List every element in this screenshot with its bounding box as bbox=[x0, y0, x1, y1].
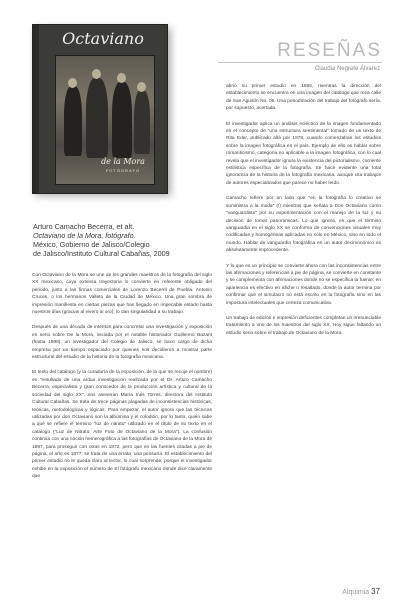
citation-title: Octaviano de la Mora, fotógrafo. bbox=[33, 231, 136, 240]
citation-authors: Arturo Camacho Becerra, et alt. bbox=[33, 222, 135, 231]
photo-figure bbox=[112, 82, 132, 158]
photo-face bbox=[137, 82, 146, 92]
paragraph: El investigador aplica un análisis ecléctico de la imagen fundamentado en el concepto de "una estructura sentimental" tomado de un texto de Rita Eder, publicado allá por 1978, cuando comenzaban los estudios sobre la imagen fotográfica en el país. Ejemplo de ello es hablar sobre romanticismo, categoría no aplicable a la imagen fotográfica, con lo cual revela que el investigador ignora la existencia del pictorialismo, corriente estilística específica de la fotografía. Se hace evidente una total ignorancia de la historia de la fotografía mexicana, aunque cita trabajos de autores especializados que parece no haber leído. bbox=[226, 121, 381, 186]
citation-publisher-cont: de Jalisco/Instituto Cultural Cabañas, 2009 bbox=[33, 249, 170, 258]
paragraph: Y lo que es un principio se convierte ahora con las inconsistencias entre las afirmaciones y referencias a pie de página, se convierte en constante y se complementa con afirmaciones donde no se especifica la fuente; en apariencia es efectivo en afiche o resaltado, donde la autor termina por confirmar que el simulacro no está escrito en la fotografía sino en las impostura intelectuales que certeza comunicativa. bbox=[226, 263, 381, 306]
photo-figure bbox=[134, 90, 150, 154]
paragraph: Camacho refiere por un lado que "en la fotografía lo creativo se suministra a la moda" (!) mientras que señala a Don Octaviano como "vanguardista" por su experimentación con el manejo de la luz y su decisión de tomar panorámicas. Lo que ignora, es que el término vanguardia en el siglo XX se conforma de convenciones visuales muy codificadas y homogéneas aplicadas no sólo en México, sino en todo el mundo. Hablar de vanguardia fotográfica en un autor decimonónico es absolutamente improcedente. bbox=[226, 196, 381, 254]
photo-figure bbox=[64, 86, 82, 156]
left-column bbox=[32, 272, 212, 489]
paragraph: Después de una década de intentos para concretar una investigación y exposición en serio sobre De la Mora, iniciada por el notable historiador Guillermo Bazant (hasta 1999), un investigador del Colegio de Jalisco, se hace cargo de dicha empresa por un tiempo espaciado por quienes nos decidieron a mostrar parte estructural del estudio de la historia de la fotografía mexicana. bbox=[32, 325, 212, 361]
section-title: RESEÑAS bbox=[277, 40, 382, 61]
cover-subtitle-small: FOTÓGRAFO bbox=[105, 168, 141, 173]
page-number: 37 bbox=[371, 587, 380, 596]
right-column bbox=[226, 83, 381, 345]
cover-subtitle: de la Mora bbox=[101, 157, 145, 166]
page-footer bbox=[342, 587, 380, 596]
paragraph: Un trabajo de edición e impresión deficientes completan un irrenunciable tratamiento a uno de los maestros del siglo XX. Hoy sigue faltando un estudio serio sobre el trabajo de Octaviano de la Mora. bbox=[226, 315, 381, 336]
photo-face bbox=[117, 73, 126, 83]
review-author: Claudia Negrete Álvarez bbox=[314, 66, 380, 72]
photo-figure bbox=[86, 78, 108, 158]
paragraph: Con Octaviano de la Mora se une de los grandes maestros de la fotografía del siglo XX mexicano, cuya extensa trayectoria lo convierte en referente obligado del periodo, junto a las firmas comerciales de Lorenzo Becerril de Puebla, Antonio Cruces, o los hermanos Valleto de la Ciudad de México. Una gran sombra de impresión manifiesta en ciertas piezas que han llegado en impecable estado hasta nuestros días (gracias al vivero al oro), lo dan singularidad a su trabajo. bbox=[32, 273, 212, 316]
book-citation bbox=[33, 222, 213, 258]
photo-face bbox=[92, 69, 101, 79]
section-divider bbox=[218, 62, 382, 63]
book-cover-image bbox=[32, 24, 168, 194]
book-spine bbox=[33, 25, 39, 193]
journal-name: Alquimia bbox=[342, 589, 370, 596]
photo-face bbox=[68, 78, 77, 88]
paragraph: El texto del catálogo (y la curaduría de la exposición, de la que se recoje el nombre) es "resultado de una ardua investigación realizada por el Dr. Arturo Camacho Becerra, especialista y gran conocedor de la producción artística y cultural de la sociedad del siglo XX", nos aseveran María Inés Torres, directora del Instituto Cultural Cabañas. Se trata de trece páginas plagadas de inconsistencias históricas, teóricas, metodológicas y lógicas. Para empezar, el autor ignora que las técnicas utilizadas por don Octaviano son la albúmina y el colodión, por lo tanto, quién sabe a qué se refiere el término "luz de nitrato" utilizado en el título de su texto en el catálogo ("Luz de Nitrato: Arte Foto de Octaviano de la Mora"). La confusión continúa con una noción hemerográfica a las fotografías de Octaviano de la Mora de 1897, para proseguir con otras en 1872, pero que en las fuentes citadas a pie de página, el año es 1877; se trata de una errata, una pensaría. El establecimiento del primer estudio no le queda claro al lector, lo cual sorprende, porque el investigador exhibe en la exposición el número de El fotógrafo mexicano donde dice claramente que bbox=[32, 370, 212, 480]
citation-publisher: México, Gobierno de Jalisco/Colegio bbox=[33, 240, 150, 249]
cover-title: Octaviano bbox=[62, 29, 144, 48]
paragraph: abrió su primer estudio en 1865, mientras la dirección del establecimiento se encuentra en una imagen del catálogo que reza calle de San Agustín No. 06. Una periodización del trabajo del fotógrafo sería, por supuesto, acertada. bbox=[226, 84, 381, 112]
